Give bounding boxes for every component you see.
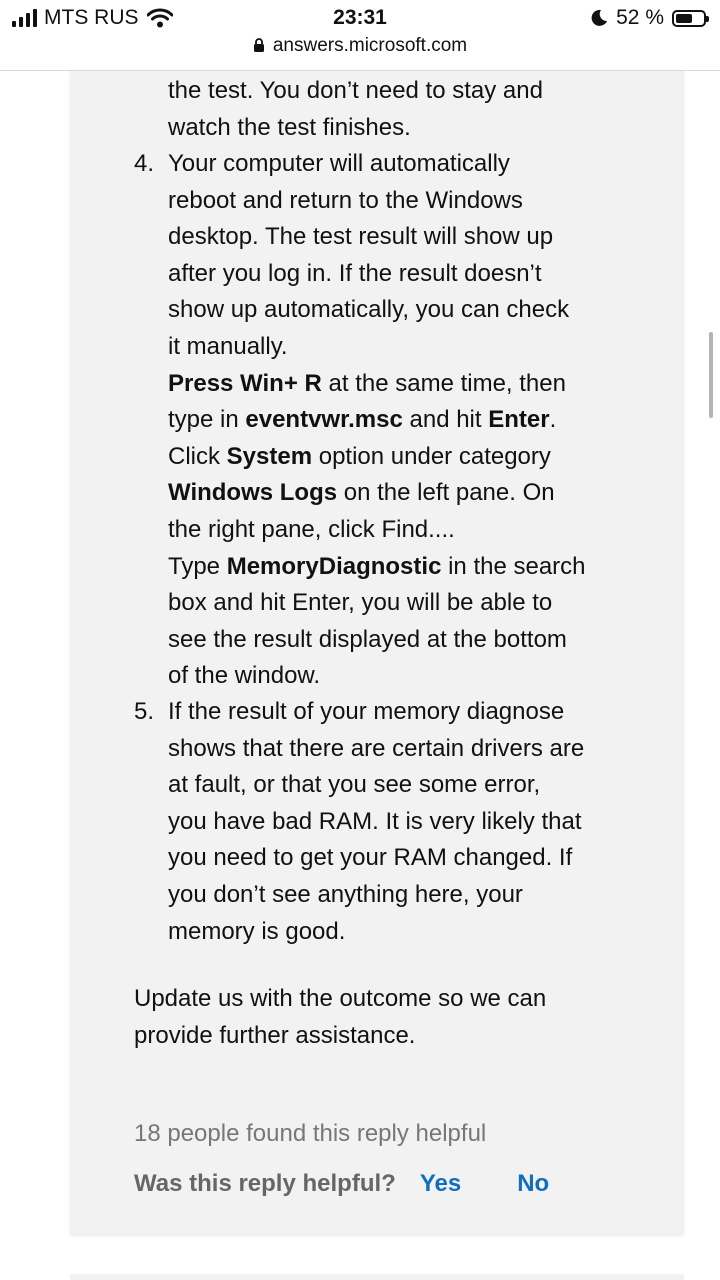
text-span: .	[549, 406, 557, 434]
text-span: at the same time, then	[321, 369, 566, 397]
text-span: option under category	[312, 442, 551, 470]
yes-link[interactable]: Yes	[419, 1170, 462, 1197]
list-number: 4.	[134, 150, 155, 177]
bold-text: Press Win+ R	[168, 369, 322, 397]
bold-text: System	[226, 442, 313, 470]
text-line: it manually.	[168, 332, 288, 360]
text-line: of the window.	[168, 662, 321, 690]
text-line: after you log in. If the result doesn’t	[168, 259, 542, 287]
address-bar[interactable]	[0, 35, 720, 57]
text-span: type in	[168, 406, 246, 434]
url-text: answers.microsoft.com	[272, 35, 468, 56]
text-line: at fault, or that you see some error,	[168, 771, 541, 799]
text-line: you need to get your RAM changed. If	[168, 844, 573, 872]
battery-percent: 52 %	[616, 6, 664, 29]
text-line: the test. You don’t need to stay and	[168, 77, 543, 104]
moon-icon	[590, 9, 608, 27]
next-card	[70, 1274, 684, 1280]
text-line	[168, 366, 586, 403]
bold-text: eventvwr.msc	[245, 406, 403, 434]
carrier-name: MTS RUS	[44, 6, 139, 29]
battery-icon	[672, 10, 706, 27]
text-line: desktop. The test result will show up	[168, 223, 554, 251]
partial-item-text	[168, 73, 543, 146]
text-line: shows that there are certain drivers are	[168, 734, 585, 762]
text-line	[168, 549, 586, 586]
bold-text: Enter	[488, 406, 550, 434]
helpful-count: 18 people found this reply helpful	[134, 1120, 487, 1147]
text-line: Update us with the outcome so we can	[134, 985, 547, 1012]
answer-card	[70, 70, 684, 1234]
clock: 23:31	[333, 6, 387, 29]
scrollbar[interactable]	[709, 332, 713, 418]
text-line	[168, 439, 586, 476]
text-line: box and hit Enter, you will be able to	[168, 589, 553, 617]
text-line: If the result of your memory diagnose	[168, 698, 565, 725]
text-line: you don’t see anything here, your	[168, 880, 523, 908]
status-bar	[0, 0, 720, 71]
status-right	[590, 6, 706, 30]
text-line: watch the test finishes.	[168, 113, 411, 141]
text-line: Your computer will automatically	[168, 150, 510, 177]
text-line: you have bad RAM. It is very likely that	[168, 807, 582, 835]
list-item-5	[134, 694, 584, 950]
text-line: see the result displayed at the bottom	[168, 625, 567, 653]
closing-paragraph	[134, 981, 546, 1054]
text-line	[168, 402, 586, 439]
text-line: memory is good.	[168, 917, 346, 945]
text-line: reboot and return to the Windows	[168, 186, 523, 214]
text-line: show up automatically, you can check	[168, 296, 570, 324]
text-span: and hit	[402, 406, 489, 434]
bold-text: Windows Logs	[168, 479, 338, 507]
list-number: 5.	[134, 698, 155, 725]
bold-text: MemoryDiagnostic	[226, 552, 442, 580]
text-span: on the left pane. On	[337, 479, 555, 507]
text-span: Type	[168, 552, 227, 580]
feedback-question: Was this reply helpful?	[134, 1170, 396, 1197]
text-line: the right pane, click Find....	[168, 515, 455, 543]
list-item-4	[134, 146, 586, 695]
text-line	[168, 475, 586, 512]
text-span: Click	[168, 442, 227, 470]
text-line: provide further assistance.	[134, 1021, 416, 1049]
lock-icon	[253, 38, 265, 52]
no-link[interactable]: No	[517, 1170, 550, 1197]
feedback-row	[134, 1170, 549, 1198]
text-span: in the search	[441, 552, 586, 580]
